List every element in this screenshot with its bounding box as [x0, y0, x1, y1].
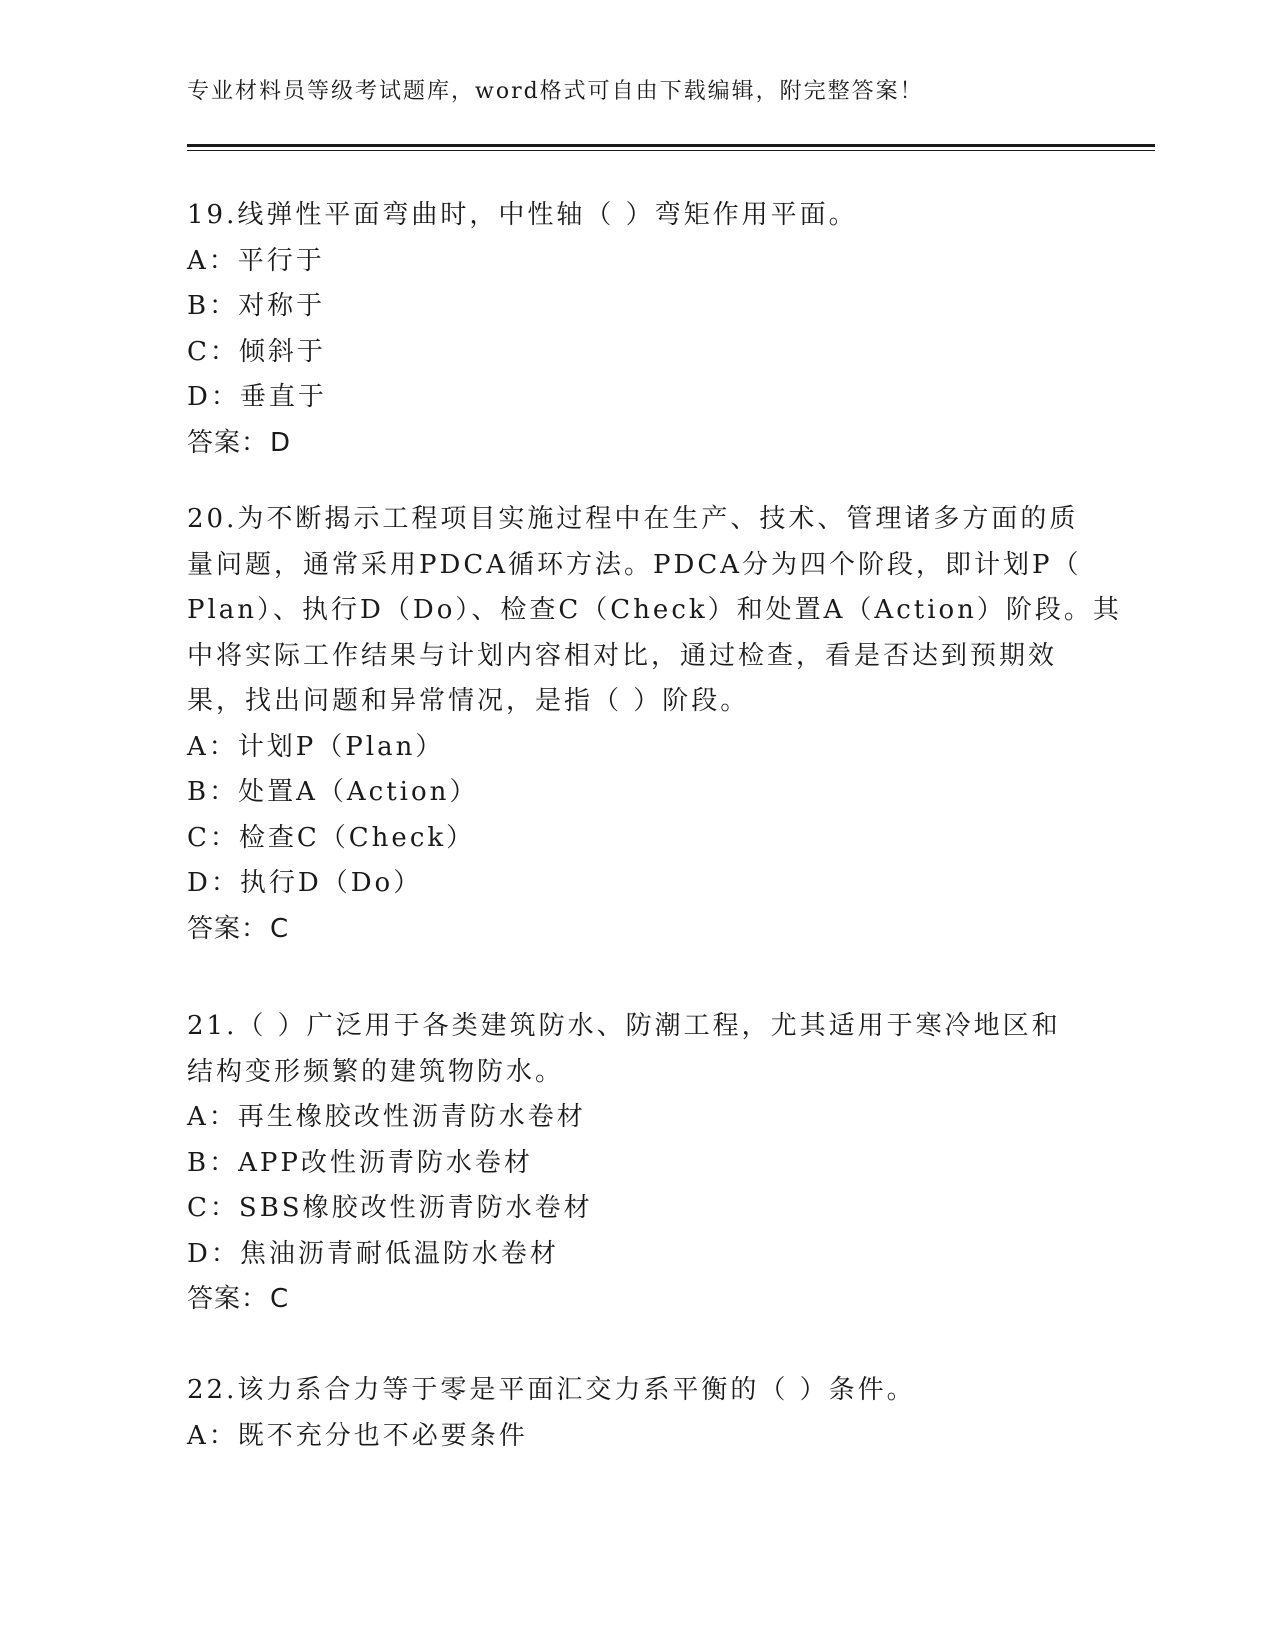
page-header: 专业材料员等级考试题库，word格式可自由下载编辑，附完整答案！	[187, 79, 924, 104]
answer-label: 答案：	[187, 913, 269, 944]
option-a: A：计划P（Plan）	[187, 731, 445, 762]
question-20	[187, 497, 1122, 952]
option-d: D：执行D（Do）	[187, 868, 423, 898]
question-stem: 22.该力系合力等于零是平面汇交力系平衡的（ ）条件。	[187, 1375, 916, 1405]
question-stem: 19.线弹性平面弯曲时，中性轴（ ）弯矩作用平面。	[187, 200, 858, 230]
option-b: B：处置A（Action）	[187, 777, 479, 807]
answer-label: 答案：	[187, 427, 269, 458]
option-a: A：再生橡胶改性沥青防水卷材	[187, 1102, 586, 1132]
option-d: D：垂直于	[187, 382, 327, 412]
question-22	[187, 1368, 1087, 1459]
option-b: B：APP改性沥青防水卷材	[187, 1147, 533, 1178]
answer-value: D	[270, 427, 292, 458]
answer-value: C	[270, 1284, 290, 1314]
option-c: C：SBS橡胶改性沥青防水卷材	[187, 1193, 593, 1223]
answer-line	[187, 907, 1087, 953]
question-stem-line: 21.（ ）广泛用于各类建筑防水、防潮工程，尤其适用于寒冷地区和	[187, 1011, 1061, 1041]
question-stem-line: 20.为不断揭示工程项目实施过程中在生产、技术、管理诸多方面的质	[187, 504, 1079, 534]
answer-value: C	[270, 913, 290, 944]
question-stem-line: 果，找出问题和异常情况，是指（ ）阶段。	[187, 686, 750, 716]
option-c: C：检查C（Check）	[187, 822, 476, 853]
question-19	[187, 193, 1087, 466]
header-rule-thin	[187, 150, 1155, 151]
question-stem-line: 量问题，通常采用PDCA循环方法。PDCA分为四个阶段，即计划P（	[187, 549, 1082, 580]
question-stem-line: 中将实际工作结果与计划内容相对比，通过检查，看是否达到预期效	[187, 640, 1058, 671]
question-stem-line: 结构变形频繁的建筑物防水。	[187, 1056, 565, 1087]
answer-line	[187, 1277, 1087, 1323]
option-c: C：倾斜于	[187, 336, 326, 367]
option-b: B：对称于	[187, 291, 326, 321]
header-rule-thick	[187, 144, 1155, 147]
question-21	[187, 1004, 1087, 1323]
answer-label: 答案：	[187, 1284, 269, 1314]
option-a: A：平行于	[187, 245, 325, 276]
option-a: A：既不充分也不必要条件	[187, 1420, 528, 1451]
option-d: D：焦油沥青耐低温防水卷材	[187, 1238, 559, 1269]
answer-line	[187, 421, 1087, 467]
question-stem-line: Plan）、执行D（Do）、检查C（Check）和处置A（Action）阶段。其	[187, 595, 1122, 625]
